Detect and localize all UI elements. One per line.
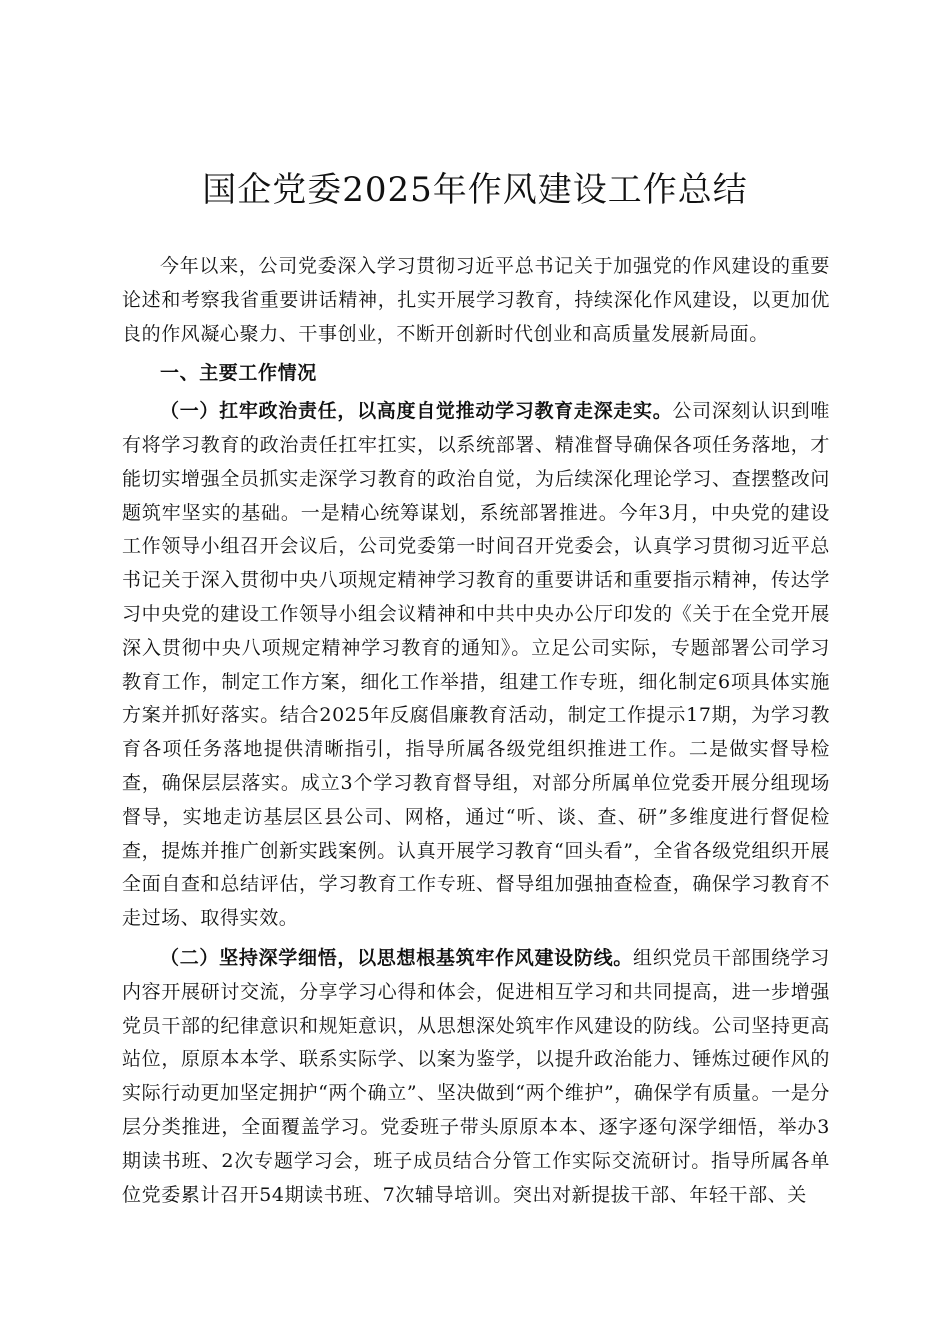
intro-paragraph: 今年以来，公司党委深入学习贯彻习近平总书记关于加强党的作风建设的重要论述和考察我省重要讲话精神，扎实开展学习教育，持续深化作风建设，以更加优良的作风凝心聚力、干事创业，不断开创新时代创业和高质量发展新局面。 bbox=[122, 255, 830, 345]
item-2-lead: （二）坚持深学细悟，以思想根基筑牢作风建设防线。 bbox=[160, 946, 634, 969]
item-1-paragraph bbox=[122, 395, 830, 936]
item-1-lead: （一）扛牢政治责任，以高度自觉推动学习教育走深走实。 bbox=[160, 400, 673, 423]
item-1-text: 公司深刻认识到唯有将学习教育的政治责任扛牢扛实，以系统部署、精准督导确保各项任务落地，才能切实增强全员抓实走深学习教育的政治自觉，为后续深化理论学习、查摆整改问题筑牢坚实的基础。一是精心统筹谋划，系统部署推进。今年3月，中央党的建设工作领导小组召开会议后，公司党委第一时间召开党委会，认真学习贯彻习近平总书记关于深入贯彻中央八项规定精神学习教育的重要讲话和重要指示精神，传达学习中央党的建设工作领导小组会议精神和中共中央办公厅印发的《关于在全党开展深入贯彻中央八项规定精神学习教育的通知》。立足公司实际，专题部署公司学习教育工作，制定工作方案，细化工作举措，组建工作专班，细化制定6项具体实施方案并抓好落实。结合2025年反腐倡廉教育活动，制定工作提示17期，为学习教育各项任务落地提供清晰指引，指导所属各级党组织推进工作。二是做实督导检查，确保层层落实。成立3个学习教育督导组，对部分所属单位党委开展分组现场督导，实地走访基层区县公司、网格，通过“听、谈、查、研”多维度进行督促检查，提炼并推广创新实践案例。认真开展学习教育“回头看”，全省各级党组织开展全面自查和总结评估，学习教育工作专班、督导组加强抽查检查，确保学习教育不走过场、取得实效。 bbox=[122, 400, 830, 930]
document-title: 国企党委2025年作风建设工作总结 bbox=[202, 170, 748, 210]
item-2-paragraph bbox=[122, 942, 830, 1212]
document-body bbox=[122, 250, 830, 1218]
section-heading: 一、主要工作情况 bbox=[160, 362, 317, 385]
item-2-text: 组织党员干部围绕学习内容开展研讨交流，分享学习心得和体会，促进相互学习和共同提高，进一步增强党员干部的纪律意识和规矩意识，从思想深处筑牢作风建设的防线。公司坚持更高站位，原原本本学、联系实际学、以案为鉴学，以提升政治能力、锤炼过硬作风的实际行动更加坚定拥护“两个确立”、坚决做到“两个维护”，确保学有质量。一是分层分类推进，全面覆盖学习。党委班子带头原原本本、逐字逐句深学细悟，举办3期读书班、2次专题学习会，班子成员结合分管工作实际交流研讨。指导所属各单位党委累计召开54期读书班、7次辅导培训。突出对新提拔干部、年轻干部、关 bbox=[122, 946, 830, 1206]
